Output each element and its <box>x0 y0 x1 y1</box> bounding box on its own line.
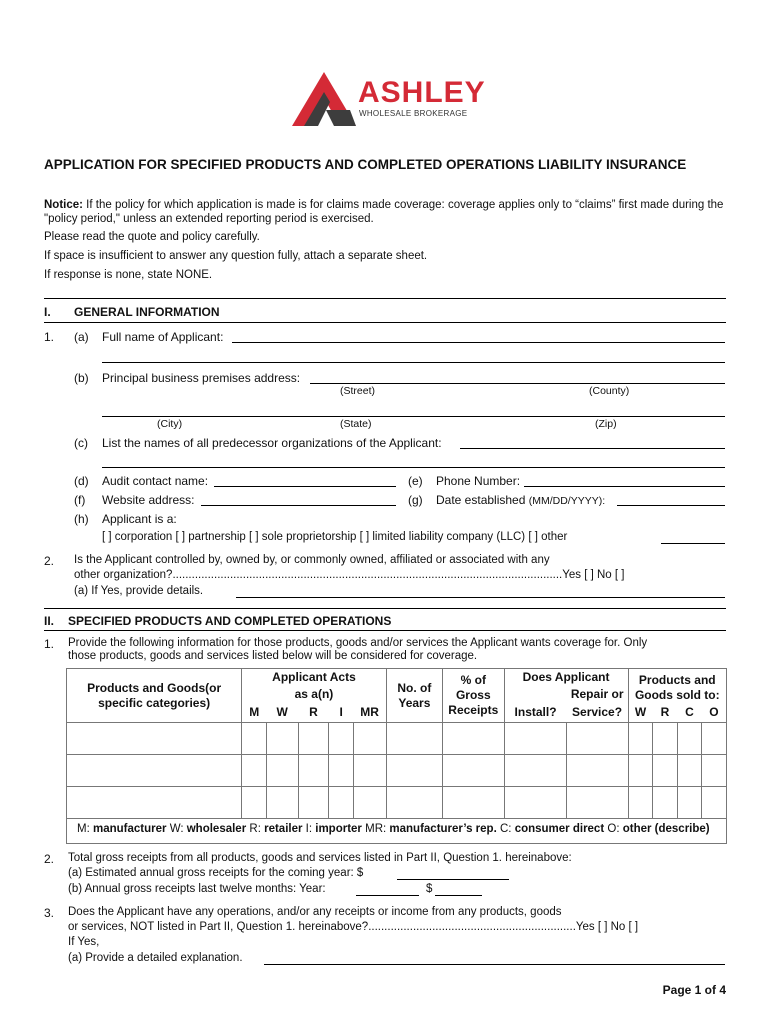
if-yes-label: If Yes, <box>68 936 100 948</box>
other-entity-field[interactable] <box>661 543 725 544</box>
legend-code: I: <box>305 823 313 835</box>
page-title: APPLICATION FOR SPECIFIED PRODUCTS AND COMPLETED OPERATIONS LIABILITY INSURANCE <box>44 157 687 172</box>
explanation-field[interactable] <box>264 964 725 965</box>
section-divider <box>44 630 726 631</box>
notice-label: Notice: <box>44 199 83 211</box>
sold-r: R <box>653 703 678 723</box>
section-divider <box>44 322 726 323</box>
act-w: W <box>266 703 298 723</box>
phone-label: Phone Number: <box>436 474 521 488</box>
dollar-sign: $ <box>426 883 433 895</box>
table-cell[interactable] <box>628 755 653 787</box>
table-cell[interactable] <box>567 723 628 755</box>
legend-code: O: <box>607 823 620 835</box>
table-row <box>67 755 727 787</box>
date-established-label <box>436 493 605 507</box>
item-label: (f) <box>74 493 86 507</box>
controlled-by-question: Is the Applicant controlled by, owned by, or commonly owned, affiliated or associated with any <box>74 554 550 566</box>
sold-c: C <box>677 703 702 723</box>
products-question-line1: Provide the following information for those products, goods and/or services the Applicant wants coverage for. Only <box>68 637 648 649</box>
years-header: No. of Years <box>386 669 442 723</box>
table-cell[interactable] <box>702 787 727 819</box>
table-cell[interactable] <box>567 787 628 819</box>
table-cell[interactable] <box>298 787 329 819</box>
estimated-receipts-label: (a) Estimated annual gross receipts for the coming year: $ <box>68 867 364 879</box>
table-cell[interactable] <box>504 787 567 819</box>
products-question-line2: those products, goods and services listed below will be considered for coverage. <box>68 650 478 662</box>
audit-contact-field[interactable] <box>214 486 396 487</box>
table-cell[interactable] <box>298 723 329 755</box>
state-caption: (State) <box>340 418 372 430</box>
table-cell[interactable] <box>67 755 242 787</box>
item-label: (b) <box>74 371 89 385</box>
website-label: Website address: <box>102 493 195 507</box>
table-cell[interactable] <box>653 787 678 819</box>
table-cell[interactable] <box>702 755 727 787</box>
table-cell[interactable] <box>329 787 354 819</box>
date-established-field[interactable] <box>617 505 725 506</box>
table-cell[interactable] <box>443 755 504 787</box>
audit-contact-label: Audit contact name: <box>102 474 209 488</box>
table-cell[interactable] <box>386 755 442 787</box>
table-cell[interactable] <box>329 755 354 787</box>
table-cell[interactable] <box>677 755 702 787</box>
service-header: Service? <box>567 703 628 723</box>
table-cell[interactable] <box>443 787 504 819</box>
table-cell[interactable] <box>242 787 267 819</box>
legend-text: consumer direct <box>514 823 605 835</box>
controlled-by-yes-no[interactable]: other organization?..........................................................................................................................Yes [ ] No [ ] <box>74 569 625 581</box>
phone-field[interactable] <box>524 486 725 487</box>
section-divider <box>44 298 726 299</box>
city-caption: (City) <box>157 418 183 430</box>
controlled-by-details-label: (a) If Yes, provide details. <box>74 585 204 597</box>
section-2-number: II. <box>44 614 55 628</box>
gross-receipts-question: Total gross receipts from all products, goods and services listed in Part II, Question 1. hereinabove: <box>68 852 572 864</box>
table-cell[interactable] <box>266 755 298 787</box>
section-1-number: I. <box>44 305 51 319</box>
notice-text: If the policy for which application is made is for claims made coverage: coverage applies only to “claims” first made during the "policy period," unless an extended reporting period is exercised. <box>44 199 724 225</box>
item-label: (e) <box>408 474 423 488</box>
instruction-2: If space is insufficient to answer any question fully, attach a separate sheet. <box>44 250 428 262</box>
act-r: R <box>298 703 329 723</box>
question-number: 1. <box>44 637 55 651</box>
city-state-zip-field[interactable] <box>102 416 725 417</box>
table-cell[interactable] <box>628 723 653 755</box>
gross-header: % of Gross Receipts <box>443 669 504 723</box>
zip-caption: (Zip) <box>595 418 617 430</box>
products-header: Products and Goods(or specific categories) <box>67 669 242 723</box>
full-name-label: Full name of Applicant: <box>102 330 224 344</box>
date-established-text: Date established <box>436 493 526 507</box>
county-caption: (County) <box>589 385 630 397</box>
table-cell[interactable] <box>504 755 567 787</box>
table-cell[interactable] <box>628 787 653 819</box>
table-row <box>67 787 727 819</box>
receipts-year-field[interactable] <box>356 895 419 896</box>
table-legend <box>66 816 727 844</box>
question-number: 3. <box>44 906 55 920</box>
table-cell[interactable] <box>266 787 298 819</box>
website-field[interactable] <box>201 505 396 506</box>
last-year-receipts-field[interactable] <box>435 895 482 896</box>
explanation-label: (a) Provide a detailed explanation. <box>68 952 243 964</box>
sold-to-header: Products and Goods sold to: <box>628 669 726 703</box>
legend-code: M: <box>77 823 90 835</box>
legend-code: MR: <box>365 823 387 835</box>
brand-name: ASHLEY <box>358 76 486 109</box>
notice <box>44 198 726 226</box>
table-cell[interactable] <box>653 755 678 787</box>
act-i: I <box>329 703 354 723</box>
sold-w: W <box>628 703 653 723</box>
table-cell[interactable] <box>677 787 702 819</box>
applicant-type-label: Applicant is a: <box>102 512 177 526</box>
table-cell[interactable] <box>386 787 442 819</box>
predecessor-field[interactable] <box>460 448 725 449</box>
acts-header: Applicant Acts <box>242 669 386 686</box>
table-cell[interactable] <box>67 723 242 755</box>
table-cell[interactable] <box>567 755 628 787</box>
other-operations-question: Does the Applicant have any operations, and/or any receipts or income from any products, goods <box>68 906 562 918</box>
full-name-field[interactable] <box>232 342 725 343</box>
last-year-receipts-label: (b) Annual gross receipts last twelve months: Year: <box>68 883 326 895</box>
instruction-3: If response is none, state NONE. <box>44 269 213 281</box>
table-cell[interactable] <box>677 723 702 755</box>
item-label: (c) <box>74 436 88 450</box>
table-cell[interactable] <box>67 787 242 819</box>
item-label: (h) <box>74 512 89 526</box>
install-header: Install? <box>504 703 567 723</box>
table-cell[interactable] <box>386 723 442 755</box>
page-number: Page 1 of 4 <box>662 983 726 997</box>
question-number: 2. <box>44 554 55 568</box>
estimated-receipts-field[interactable] <box>397 879 509 880</box>
legend-text: manufacturer <box>92 823 167 835</box>
sold-o: O <box>702 703 727 723</box>
street-county-field[interactable] <box>310 383 725 384</box>
full-name-field-line2[interactable] <box>102 362 725 363</box>
address-label: Principal business premises address: <box>102 371 301 385</box>
install-spacer <box>504 686 567 703</box>
table-cell[interactable] <box>353 723 386 755</box>
legend-text: retailer <box>264 823 303 835</box>
table-cell[interactable] <box>329 723 354 755</box>
legend-text: importer <box>315 823 362 835</box>
brand-subtitle: WHOLESALE BROKERAGE <box>359 109 468 118</box>
section-divider <box>44 608 726 609</box>
acts-header-line2: as a(n) <box>242 686 386 703</box>
item-label: (d) <box>74 474 89 488</box>
table-cell[interactable] <box>353 787 386 819</box>
question-number: 2. <box>44 852 55 866</box>
controlled-by-details-field[interactable] <box>236 597 725 598</box>
act-mr: MR <box>353 703 386 723</box>
legend-text: wholesaler <box>186 823 247 835</box>
table-cell[interactable] <box>353 755 386 787</box>
table-row <box>67 723 727 755</box>
instruction-1: Please read the quote and policy carefully. <box>44 231 260 243</box>
legend-code: R: <box>249 823 261 835</box>
repair-header: Repair or <box>567 686 628 703</box>
item-label: (g) <box>408 493 423 507</box>
date-format-hint: (MM/DD/YYYY): <box>528 495 606 507</box>
table-cell[interactable] <box>298 755 329 787</box>
other-operations-yes-no[interactable]: or services, NOT listed in Part II, Question 1. hereinabove?.................................................................Yes [ ] No [ ] <box>68 921 639 933</box>
entity-type-checkboxes[interactable]: [ ] corporation [ ] partnership [ ] sole proprietorship [ ] limited liability company (LLC) [ ] other <box>102 531 568 543</box>
products-table <box>66 668 727 819</box>
act-m: M <box>242 703 267 723</box>
section-2-title: SPECIFIED PRODUCTS AND COMPLETED OPERATIONS <box>68 614 392 628</box>
table-cell[interactable] <box>653 723 678 755</box>
does-applicant-header: Does Applicant <box>504 669 628 686</box>
section-1-title: GENERAL INFORMATION <box>74 305 220 319</box>
question-number: 1. <box>44 330 55 344</box>
table-cell[interactable] <box>702 723 727 755</box>
table-cell[interactable] <box>504 723 567 755</box>
legend-code: W: <box>169 823 184 835</box>
item-label: (a) <box>74 330 89 344</box>
legend-text: other (describe) <box>622 823 710 835</box>
predecessor-label: List the names of all predecessor organizations of the Applicant: <box>102 436 442 450</box>
predecessor-field-line2[interactable] <box>102 467 725 468</box>
table-cell[interactable] <box>242 723 267 755</box>
table-cell[interactable] <box>443 723 504 755</box>
street-caption: (Street) <box>340 385 376 397</box>
table-cell[interactable] <box>242 755 267 787</box>
legend-text: manufacturer’s rep. <box>389 823 497 835</box>
table-cell[interactable] <box>266 723 298 755</box>
legend-code: C: <box>499 823 512 835</box>
